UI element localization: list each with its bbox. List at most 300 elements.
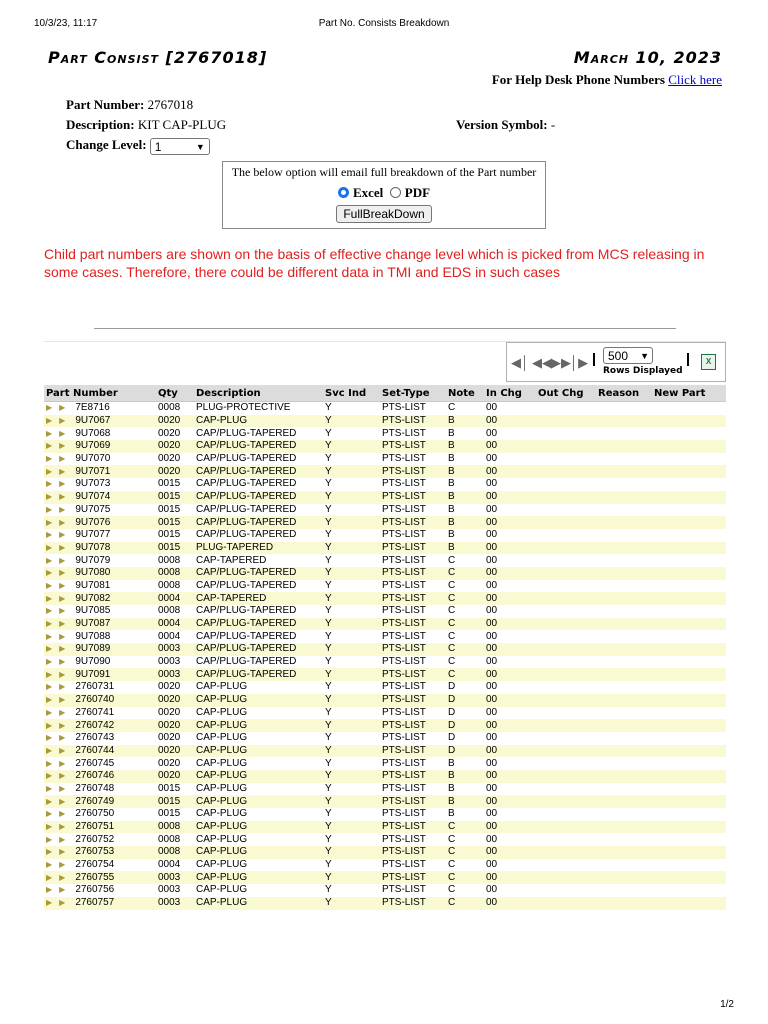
part-number-cell[interactable]: [44, 504, 156, 517]
page-title: Part Consist [2767018]: [48, 48, 268, 67]
svc-ind-cell: Y: [323, 719, 380, 732]
part-number[interactable]: 9U7090: [75, 656, 111, 668]
expand-icon[interactable]: ▶: [59, 695, 66, 705]
part-number-cell[interactable]: [44, 795, 156, 808]
in-chg-cell: 00: [484, 821, 536, 834]
expand-icon[interactable]: ▶: [46, 631, 53, 641]
set-type-cell: PTS-LIST: [380, 592, 446, 605]
expand-icon[interactable]: ▶: [59, 416, 66, 426]
expand-icon[interactable]: ▶: [46, 593, 53, 603]
part-number-cell[interactable]: [44, 707, 156, 720]
expand-icon[interactable]: ▶: [46, 796, 53, 806]
qty-cell: 0003: [156, 656, 194, 669]
description-cell: CAP/PLUG-TAPERED: [194, 491, 323, 504]
part-number[interactable]: 2760750: [75, 808, 115, 820]
part-number[interactable]: 9U7068: [75, 427, 111, 439]
note-cell: B: [446, 453, 484, 466]
table-row[interactable]: [44, 821, 726, 834]
table-row[interactable]: [44, 618, 726, 631]
table-row[interactable]: [44, 402, 726, 415]
table-row[interactable]: [44, 745, 726, 758]
in-chg-cell: 00: [484, 504, 536, 517]
table-row[interactable]: [44, 643, 726, 656]
expand-icon[interactable]: ▶: [46, 720, 53, 730]
qty-cell: 0015: [156, 478, 194, 491]
part-number[interactable]: 2760752: [75, 833, 115, 845]
expand-icon[interactable]: ▶: [59, 555, 66, 565]
expand-icon[interactable]: ▶: [59, 593, 66, 603]
expand-icon[interactable]: ▶: [46, 872, 53, 882]
column-header[interactable]: Reason: [596, 385, 652, 402]
column-header[interactable]: Qty: [156, 385, 194, 402]
table-row[interactable]: [44, 859, 726, 872]
expand-icon[interactable]: ▶: [59, 885, 66, 895]
part-number[interactable]: 2760742: [75, 719, 115, 731]
part-number[interactable]: 9U7078: [75, 541, 111, 553]
part-number-cell[interactable]: [44, 618, 156, 631]
part-number-cell[interactable]: [44, 630, 156, 643]
table-row[interactable]: [44, 491, 726, 504]
part-number-cell[interactable]: [44, 427, 156, 440]
in-chg-cell: 00: [484, 745, 536, 758]
table-row[interactable]: [44, 897, 726, 910]
last-page-icon[interactable]: │▶: [570, 355, 589, 370]
part-number-cell[interactable]: [44, 580, 156, 593]
expand-icon[interactable]: ▶: [46, 530, 53, 540]
part-number-cell[interactable]: [44, 859, 156, 872]
expand-icon[interactable]: ▶: [59, 568, 66, 578]
reason-cell: [596, 427, 652, 440]
expand-icon[interactable]: ▶: [59, 428, 66, 438]
out-chg-cell: [536, 567, 596, 580]
set-type-cell: PTS-LIST: [380, 542, 446, 555]
part-number-cell[interactable]: [44, 719, 156, 732]
table-row[interactable]: [44, 719, 726, 732]
expand-icon[interactable]: ▶: [46, 885, 53, 895]
reason-cell: [596, 580, 652, 593]
expand-icon[interactable]: ▶: [59, 898, 66, 908]
part-number-cell[interactable]: [44, 770, 156, 783]
table-row[interactable]: [44, 707, 726, 720]
part-number[interactable]: 9U7067: [75, 415, 111, 427]
expand-icon[interactable]: ▶: [46, 416, 53, 426]
table-row[interactable]: [44, 846, 726, 859]
expand-icon[interactable]: ▶: [46, 542, 53, 552]
expand-icon[interactable]: ▶: [46, 695, 53, 705]
note-cell: C: [446, 884, 484, 897]
part-number-cell[interactable]: [44, 745, 156, 758]
part-number[interactable]: 9U7076: [75, 516, 111, 528]
part-number[interactable]: 2760749: [75, 795, 115, 807]
description-cell: CAP-PLUG: [194, 719, 323, 732]
expand-icon[interactable]: ▶: [46, 783, 53, 793]
set-type-cell: PTS-LIST: [380, 567, 446, 580]
part-number-cell[interactable]: [44, 681, 156, 694]
svc-ind-cell: Y: [323, 681, 380, 694]
note-cell: B: [446, 516, 484, 529]
out-chg-cell: [536, 668, 596, 681]
expand-icon[interactable]: ▶: [59, 657, 66, 667]
part-number-cell[interactable]: [44, 529, 156, 542]
table-row[interactable]: [44, 465, 726, 478]
excel-export-icon[interactable]: X: [701, 354, 716, 370]
part-number-cell[interactable]: [44, 871, 156, 884]
reason-cell: [596, 643, 652, 656]
excel-radio[interactable]: [338, 187, 349, 198]
expand-icon[interactable]: ▶: [59, 454, 66, 464]
part-number[interactable]: 9U7069: [75, 440, 111, 452]
part-number-cell[interactable]: [44, 516, 156, 529]
part-number[interactable]: 9U7085: [75, 605, 111, 617]
part-number[interactable]: 2760746: [75, 770, 115, 782]
table-row[interactable]: [44, 415, 726, 428]
qty-cell: 0008: [156, 821, 194, 834]
expand-icon[interactable]: ▶: [59, 619, 66, 629]
reason-cell: [596, 859, 652, 872]
column-header[interactable]: Note: [446, 385, 484, 402]
change-level-select[interactable]: [150, 138, 210, 155]
in-chg-cell: 00: [484, 884, 536, 897]
expand-icon[interactable]: ▶: [46, 428, 53, 438]
expand-icon[interactable]: ▶: [59, 682, 66, 692]
column-header[interactable]: Out Chg: [536, 385, 596, 402]
description-cell: CAP-PLUG: [194, 732, 323, 745]
set-type-cell: PTS-LIST: [380, 478, 446, 491]
expand-icon[interactable]: ▶: [59, 872, 66, 882]
full-breakdown-button[interactable]: FullBreakDown: [336, 205, 431, 223]
table-row[interactable]: [44, 833, 726, 846]
set-type-cell: PTS-LIST: [380, 795, 446, 808]
expand-icon[interactable]: ▶: [59, 745, 66, 755]
expand-icon[interactable]: ▶: [59, 479, 66, 489]
part-number-cell[interactable]: [44, 846, 156, 859]
part-number[interactable]: 9U7089: [75, 643, 111, 655]
table-row[interactable]: [44, 478, 726, 491]
description-cell: CAP-PLUG: [194, 897, 323, 910]
out-chg-cell: [536, 542, 596, 555]
new-part-cell: [652, 592, 726, 605]
part-number[interactable]: 9U7075: [75, 503, 111, 515]
in-chg-cell: 00: [484, 732, 536, 745]
svc-ind-cell: Y: [323, 656, 380, 669]
svc-ind-cell: Y: [323, 821, 380, 834]
expand-icon[interactable]: ▶: [46, 504, 53, 514]
svc-ind-cell: Y: [323, 554, 380, 567]
column-header[interactable]: In Chg: [484, 385, 536, 402]
expand-icon[interactable]: ▶: [46, 758, 53, 768]
out-chg-cell: [536, 643, 596, 656]
expand-icon[interactable]: ▶: [46, 707, 53, 717]
part-number[interactable]: 9U7079: [75, 554, 111, 566]
expand-icon[interactable]: ▶: [59, 517, 66, 527]
part-number[interactable]: 9U7087: [75, 618, 111, 630]
svc-ind-cell: Y: [323, 516, 380, 529]
expand-icon[interactable]: ▶: [46, 454, 53, 464]
expand-icon[interactable]: ▶: [59, 403, 66, 413]
svc-ind-cell: Y: [323, 478, 380, 491]
note-cell: C: [446, 592, 484, 605]
expand-icon[interactable]: ▶: [59, 644, 66, 654]
expand-icon[interactable]: ▶: [46, 860, 53, 870]
part-number[interactable]: 9U7077: [75, 529, 111, 541]
part-number[interactable]: 2760731: [75, 681, 115, 693]
part-number[interactable]: 9U7073: [75, 478, 111, 490]
expand-icon[interactable]: ▶: [46, 517, 53, 527]
table-row[interactable]: [44, 795, 726, 808]
description-cell: CAP-PLUG: [194, 783, 323, 796]
expand-icon[interactable]: ▶: [46, 606, 53, 616]
table-row[interactable]: [44, 516, 726, 529]
expand-icon[interactable]: ▶: [59, 771, 66, 781]
part-number[interactable]: 9U7082: [75, 592, 111, 604]
table-row[interactable]: [44, 770, 726, 783]
reason-cell: [596, 897, 652, 910]
part-number[interactable]: 2760754: [75, 859, 115, 871]
qty-cell: 0015: [156, 529, 194, 542]
table-row[interactable]: [44, 529, 726, 542]
expand-icon[interactable]: ▶: [46, 898, 53, 908]
part-number-cell[interactable]: [44, 833, 156, 846]
rows-select[interactable]: [603, 347, 653, 364]
description-cell: CAP-PLUG: [194, 808, 323, 821]
part-number[interactable]: 2760751: [75, 821, 115, 833]
reason-cell: [596, 592, 652, 605]
part-number-cell[interactable]: [44, 897, 156, 910]
pdf-radio[interactable]: [390, 187, 401, 198]
expand-icon[interactable]: ▶: [59, 720, 66, 730]
part-number[interactable]: 9U7081: [75, 579, 111, 591]
in-chg-cell: 00: [484, 453, 536, 466]
out-chg-cell: [536, 453, 596, 466]
table-row[interactable]: [44, 580, 726, 593]
table-row[interactable]: [44, 630, 726, 643]
qty-cell: 0015: [156, 542, 194, 555]
qty-cell: 0008: [156, 580, 194, 593]
table-row[interactable]: [44, 605, 726, 618]
expand-icon[interactable]: ▶: [59, 796, 66, 806]
description-cell: CAP-PLUG: [194, 745, 323, 758]
chevron-down-icon: ▼: [640, 351, 649, 361]
in-chg-cell: 00: [484, 681, 536, 694]
table-row[interactable]: [44, 427, 726, 440]
column-header[interactable]: Set-Type: [380, 385, 446, 402]
table-row[interactable]: [44, 783, 726, 796]
table-row[interactable]: [44, 440, 726, 453]
expand-icon[interactable]: ▶: [46, 466, 53, 476]
expand-icon[interactable]: ▶: [59, 542, 66, 552]
note-cell: B: [446, 440, 484, 453]
part-number[interactable]: 9U7074: [75, 491, 111, 503]
expand-icon[interactable]: ▶: [59, 580, 66, 590]
expand-icon[interactable]: ▶: [59, 860, 66, 870]
expand-icon[interactable]: ▶: [59, 809, 66, 819]
part-number[interactable]: 9U7071: [75, 465, 111, 477]
part-number-cell[interactable]: [44, 656, 156, 669]
part-number-cell[interactable]: [44, 554, 156, 567]
description-cell: CAP/PLUG-TAPERED: [194, 504, 323, 517]
expand-icon[interactable]: ▶: [46, 403, 53, 413]
table-row[interactable]: [44, 592, 726, 605]
part-number-cell[interactable]: [44, 668, 156, 681]
part-number-cell[interactable]: [44, 694, 156, 707]
note-cell: B: [446, 757, 484, 770]
part-number[interactable]: 9U7070: [75, 453, 111, 465]
expand-icon[interactable]: ▶: [59, 707, 66, 717]
part-number[interactable]: 2760753: [75, 846, 115, 858]
svc-ind-cell: Y: [323, 427, 380, 440]
help-label: For Help Desk Phone Numbers: [491, 72, 665, 87]
help-link[interactable]: Click here: [668, 72, 722, 87]
out-chg-cell: [536, 656, 596, 669]
new-part-cell: [652, 453, 726, 466]
prev-page-icon[interactable]: ◀◀: [532, 355, 552, 370]
part-number-cell[interactable]: [44, 415, 156, 428]
table-row[interactable]: [44, 884, 726, 897]
note-cell: C: [446, 567, 484, 580]
table-row[interactable]: [44, 871, 726, 884]
part-number-cell[interactable]: [44, 732, 156, 745]
part-number[interactable]: 2760745: [75, 757, 115, 769]
column-header[interactable]: New Part: [652, 385, 726, 402]
in-chg-cell: 00: [484, 427, 536, 440]
out-chg-cell: [536, 605, 596, 618]
part-number-cell[interactable]: [44, 491, 156, 504]
in-chg-cell: 00: [484, 516, 536, 529]
qty-cell: 0003: [156, 643, 194, 656]
expand-icon[interactable]: ▶: [46, 847, 53, 857]
table-row[interactable]: [44, 554, 726, 567]
part-number-cell[interactable]: [44, 542, 156, 555]
part-number-cell[interactable]: [44, 440, 156, 453]
part-number-cell[interactable]: [44, 884, 156, 897]
reason-cell: [596, 529, 652, 542]
table-row[interactable]: [44, 542, 726, 555]
expand-icon[interactable]: ▶: [46, 568, 53, 578]
part-number-cell[interactable]: [44, 821, 156, 834]
expand-icon[interactable]: ▶: [59, 492, 66, 502]
chevron-down-icon: ▼: [195, 141, 205, 152]
table-row[interactable]: [44, 656, 726, 669]
new-part-cell: [652, 897, 726, 910]
part-number-cell[interactable]: [44, 453, 156, 466]
expand-icon[interactable]: ▶: [59, 834, 66, 844]
expand-icon[interactable]: ▶: [59, 606, 66, 616]
part-number-cell[interactable]: [44, 643, 156, 656]
expand-icon[interactable]: ▶: [59, 822, 66, 832]
part-number-cell[interactable]: [44, 567, 156, 580]
part-number[interactable]: 2760741: [75, 706, 115, 718]
expand-icon[interactable]: ▶: [59, 783, 66, 793]
part-number[interactable]: 2760755: [75, 871, 115, 883]
expand-icon[interactable]: ▶: [46, 669, 53, 679]
expand-icon[interactable]: ▶: [46, 644, 53, 654]
part-number-cell[interactable]: [44, 465, 156, 478]
column-header[interactable]: Svc Ind: [323, 385, 380, 402]
part-number-cell[interactable]: [44, 478, 156, 491]
new-part-cell: [652, 478, 726, 491]
part-number[interactable]: 2760757: [75, 897, 115, 909]
part-number[interactable]: 7E8716: [75, 402, 110, 414]
expand-icon[interactable]: ▶: [46, 822, 53, 832]
set-type-cell: PTS-LIST: [380, 630, 446, 643]
reason-cell: [596, 668, 652, 681]
expand-icon[interactable]: ▶: [46, 479, 53, 489]
part-number-cell[interactable]: [44, 592, 156, 605]
part-number-cell[interactable]: [44, 783, 156, 796]
table-row[interactable]: [44, 808, 726, 821]
part-number[interactable]: 2760748: [75, 782, 115, 794]
table-row[interactable]: [44, 694, 726, 707]
expand-icon[interactable]: ▶: [46, 809, 53, 819]
expand-icon[interactable]: ▶: [46, 619, 53, 629]
column-header[interactable]: Part Number: [44, 385, 156, 402]
table-row[interactable]: [44, 732, 726, 745]
part-number[interactable]: 2760756: [75, 884, 115, 896]
part-number-cell[interactable]: [44, 757, 156, 770]
table-row[interactable]: [44, 681, 726, 694]
expand-icon[interactable]: ▶: [59, 758, 66, 768]
expand-icon[interactable]: ▶: [59, 631, 66, 641]
table-row[interactable]: [44, 567, 726, 580]
expand-icon[interactable]: ▶: [59, 847, 66, 857]
version-value: -: [550, 117, 556, 132]
expand-icon[interactable]: ▶: [59, 466, 66, 476]
expand-icon[interactable]: ▶: [46, 745, 53, 755]
reason-cell: [596, 681, 652, 694]
expand-icon[interactable]: ▶: [46, 580, 53, 590]
svc-ind-cell: Y: [323, 795, 380, 808]
expand-icon[interactable]: ▶: [46, 682, 53, 692]
expand-icon[interactable]: ▶: [59, 530, 66, 540]
expand-icon[interactable]: ▶: [46, 555, 53, 565]
expand-icon[interactable]: ▶: [59, 441, 66, 451]
expand-icon[interactable]: ▶: [59, 733, 66, 743]
expand-icon[interactable]: ▶: [59, 504, 66, 514]
table-row[interactable]: [44, 453, 726, 466]
svc-ind-cell: Y: [323, 808, 380, 821]
expand-icon[interactable]: ▶: [46, 733, 53, 743]
part-number[interactable]: 9U7091: [75, 668, 111, 680]
qty-cell: 0020: [156, 732, 194, 745]
part-number-cell[interactable]: [44, 402, 156, 415]
table-row[interactable]: [44, 668, 726, 681]
reason-cell: [596, 871, 652, 884]
part-number-cell[interactable]: [44, 605, 156, 618]
description-cell: CAP/PLUG-TAPERED: [194, 668, 323, 681]
expand-icon[interactable]: ▶: [46, 834, 53, 844]
svc-ind-cell: Y: [323, 529, 380, 542]
part-number[interactable]: 2760743: [75, 732, 115, 744]
table-row[interactable]: [44, 504, 726, 517]
part-number[interactable]: 2760744: [75, 744, 115, 756]
expand-icon[interactable]: ▶: [46, 492, 53, 502]
reason-cell: [596, 833, 652, 846]
part-number[interactable]: 9U7080: [75, 567, 111, 579]
column-header[interactable]: Description: [194, 385, 323, 402]
expand-icon[interactable]: ▶: [46, 657, 53, 667]
qty-cell: 0003: [156, 884, 194, 897]
part-number[interactable]: 9U7088: [75, 630, 111, 642]
set-type-cell: PTS-LIST: [380, 453, 446, 466]
next-page-icon[interactable]: ▶▶: [551, 355, 571, 370]
expand-icon[interactable]: ▶: [46, 441, 53, 451]
part-number[interactable]: 2760740: [75, 694, 115, 706]
expand-icon[interactable]: ▶: [46, 771, 53, 781]
part-number-cell[interactable]: [44, 808, 156, 821]
first-page-icon[interactable]: ◀│: [511, 355, 530, 370]
expand-icon[interactable]: ▶: [59, 669, 66, 679]
table-row[interactable]: [44, 757, 726, 770]
